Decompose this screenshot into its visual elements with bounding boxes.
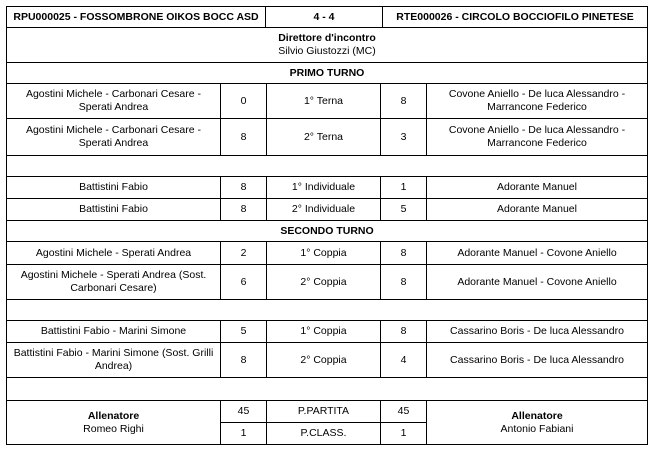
- away-partita-points: 45: [380, 400, 427, 423]
- home-players: Battistini Fabio - Marini Simone (Sost. Grilli Andrea): [6, 342, 221, 378]
- second-round-title: SECONDO TURNO: [6, 220, 648, 242]
- away-coach-name: Antonio Fabiani: [500, 422, 574, 435]
- away-score: 1: [380, 176, 427, 199]
- away-players: Adorante Manuel: [426, 198, 648, 221]
- home-score: 5: [220, 320, 267, 343]
- away-players: Covone Aniello - De luca Alessandro - Marrancone Federico: [426, 118, 648, 156]
- away-players: Adorante Manuel: [426, 176, 648, 199]
- match-type: 1° Coppia: [266, 241, 381, 265]
- home-score: 8: [220, 342, 267, 378]
- away-players: Cassarino Boris - De luca Alessandro: [426, 320, 648, 343]
- match-type: 1° Terna: [266, 83, 381, 119]
- partita-label: P.PARTITA: [266, 400, 381, 423]
- match-type: 2° Coppia: [266, 264, 381, 300]
- home-score: 8: [220, 198, 267, 221]
- coach-label: Allenatore: [87, 409, 140, 422]
- away-coach-block: [426, 400, 648, 445]
- home-players: Battistini Fabio: [6, 198, 221, 221]
- coach-label: Allenatore: [511, 409, 563, 422]
- home-score: 0: [220, 83, 267, 119]
- home-coach-name: Romeo Righi: [83, 422, 144, 435]
- away-players: Adorante Manuel - Covone Aniello: [426, 241, 648, 265]
- match-type: 1° Coppia: [266, 320, 381, 343]
- home-players: Agostini Michele - Sperati Andrea (Sost. Carbonari Cesare): [6, 264, 221, 300]
- away-score: 4: [380, 342, 427, 378]
- spacer-row: [6, 377, 648, 401]
- away-players: Adorante Manuel - Covone Aniello: [426, 264, 648, 300]
- match-type: 2° Terna: [266, 118, 381, 156]
- home-score: 8: [220, 118, 267, 156]
- away-score: 8: [380, 241, 427, 265]
- away-score: 8: [380, 264, 427, 300]
- spacer-row: [6, 155, 648, 177]
- match-score: 4 - 4: [265, 6, 383, 28]
- spacer-row: [6, 299, 648, 321]
- home-players: Battistini Fabio - Marini Simone: [6, 320, 221, 343]
- director-block: [6, 27, 648, 63]
- match-type: 2° Coppia: [266, 342, 381, 378]
- home-players: Agostini Michele - Sperati Andrea: [6, 241, 221, 265]
- home-class-points: 1: [220, 422, 267, 445]
- home-partita-points: 45: [220, 400, 267, 423]
- match-type: 2° Individuale: [266, 198, 381, 221]
- match-type: 1° Individuale: [266, 176, 381, 199]
- director-name: Silvio Giustozzi (MC): [278, 45, 376, 57]
- home-score: 2: [220, 241, 267, 265]
- first-round-title: PRIMO TURNO: [6, 62, 648, 84]
- home-players: Agostini Michele - Carbonari Cesare - Sperati Andrea: [6, 118, 221, 156]
- director-title: Direttore d'incontro: [278, 32, 376, 44]
- away-players: Covone Aniello - De luca Alessandro - Marrancone Federico: [426, 83, 648, 119]
- home-score: 6: [220, 264, 267, 300]
- home-players: Agostini Michele - Carbonari Cesare - Sperati Andrea: [6, 83, 221, 119]
- away-score: 8: [380, 83, 427, 119]
- away-score: 5: [380, 198, 427, 221]
- home-team-header: RPU000025 - FOSSOMBRONE OIKOS BOCC ASD: [6, 6, 266, 28]
- class-label: P.CLASS.: [266, 422, 381, 445]
- home-score: 8: [220, 176, 267, 199]
- home-players: Battistini Fabio: [6, 176, 221, 199]
- away-score: 8: [380, 320, 427, 343]
- away-class-points: 1: [380, 422, 427, 445]
- home-coach-block: [6, 400, 221, 445]
- away-score: 3: [380, 118, 427, 156]
- away-players: Cassarino Boris - De luca Alessandro: [426, 342, 648, 378]
- away-team-header: RTE000026 - CIRCOLO BOCCIOFILO PINETESE: [382, 6, 648, 28]
